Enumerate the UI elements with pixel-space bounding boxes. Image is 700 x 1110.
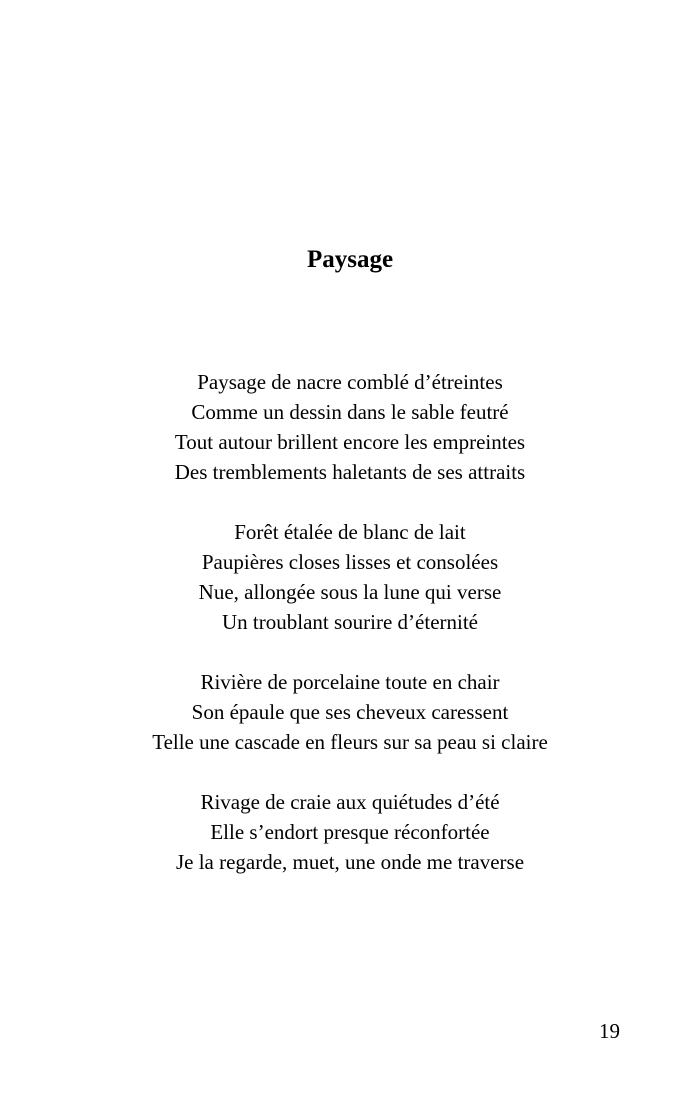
verse-line: Nue, allongée sous la lune qui verse bbox=[198, 580, 502, 604]
verse-line: Rivière de porcelaine toute en chair bbox=[200, 670, 500, 694]
page-number: 19 bbox=[599, 1019, 620, 1043]
verse-line: Je la regarde, muet, une onde me traverse bbox=[175, 850, 525, 874]
verse-line: Son épaule que ses cheveux caressent bbox=[191, 700, 509, 724]
stanza-1 bbox=[0, 367, 700, 487]
poem-title: Paysage bbox=[306, 246, 394, 273]
verse-line: Rivage de craie aux quiétudes d’été bbox=[200, 790, 500, 814]
stanza-4 bbox=[0, 787, 700, 877]
verse-line: Paysage de nacre comblé d’étreintes bbox=[197, 370, 503, 394]
verse-line: Un troublant sourire d’éternité bbox=[222, 610, 478, 634]
verse-line: Forêt étalée de blanc de lait bbox=[234, 520, 466, 544]
verse-line: Des tremblements haletants de ses attraits bbox=[174, 460, 526, 484]
verse-line: Comme un dessin dans le sable feutré bbox=[191, 400, 509, 424]
verse-line: Elle s’endort presque réconfortée bbox=[210, 820, 490, 844]
poem-body bbox=[0, 367, 700, 907]
verse-line: Tout autour brillent encore les empreintes bbox=[174, 430, 526, 454]
stanza-3 bbox=[0, 667, 700, 757]
stanza-2 bbox=[0, 517, 700, 637]
verse-line: Telle une cascade en fleurs sur sa peau si claire bbox=[152, 730, 548, 754]
verse-line: Paupières closes lisses et consolées bbox=[201, 550, 499, 574]
